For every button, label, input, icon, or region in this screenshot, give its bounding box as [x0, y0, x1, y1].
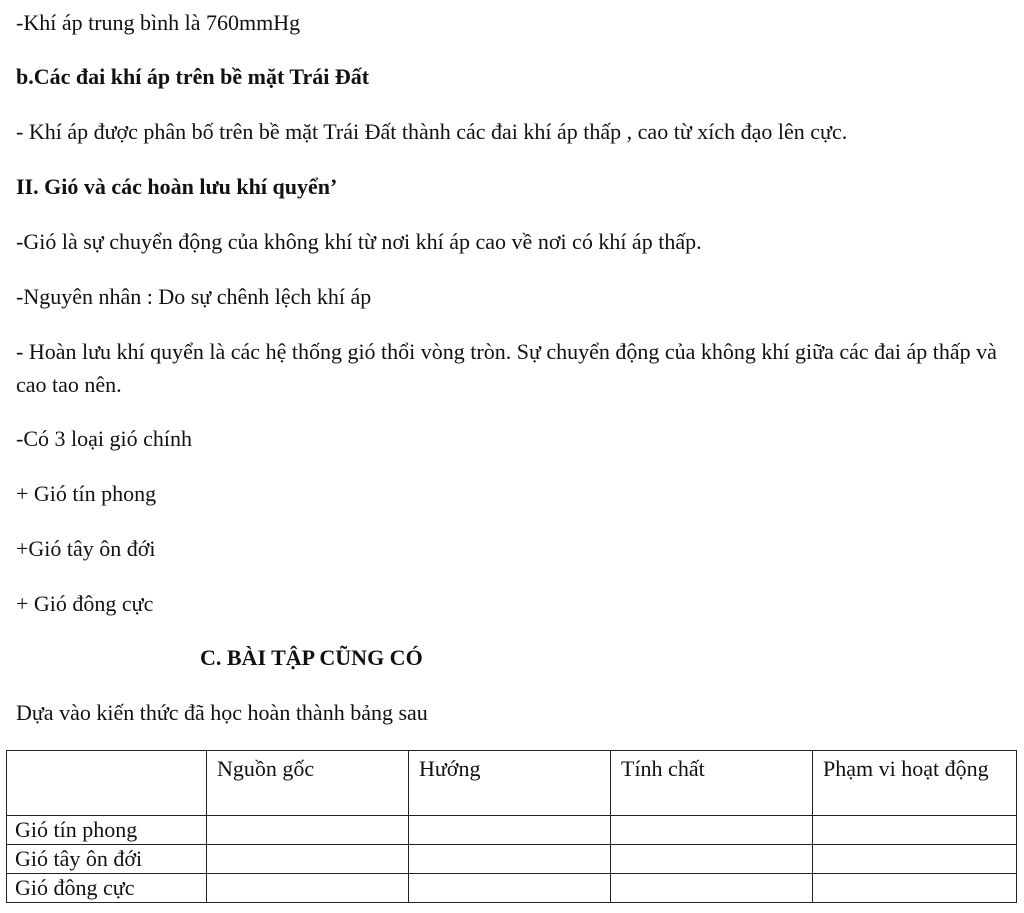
text-line-wind-types: -Có 3 loại gió chính — [16, 426, 192, 451]
table-cell[interactable] — [409, 845, 611, 874]
table-cell[interactable] — [611, 874, 813, 903]
text-line-wind-definition: -Gió là sự chuyển động của không khí từ nơi khí áp cao về nơi có khí áp thấp. — [16, 229, 702, 254]
text-line-pressure-average: -Khí áp trung bình là 760mmHg — [16, 10, 301, 35]
heading-wind-circulation: II. Gió và các hoàn lưu khí quyển’ — [16, 174, 338, 199]
table-cell[interactable] — [813, 845, 1017, 874]
table-header-row — [7, 751, 1017, 816]
text-line-pressure-distribution: - Khí áp được phân bố trên bề mặt Trái Đất thành các đai khí áp thấp , cao từ xích đạo lên cực. — [16, 119, 848, 144]
heading-pressure-belts: b.Các đai khí áp trên bề mặt Trái Đất — [16, 64, 370, 89]
text-paragraph-circulation: - Hoàn lưu khí quyển là các hệ thống gió thổi vòng tròn. Sự chuyển động của không khí giữa các đai áp thấp và cao tao nên. — [16, 339, 997, 397]
table-header-cell: Tính chất — [611, 751, 813, 816]
list-item-trade-wind: + Gió tín phong — [16, 481, 157, 506]
table-cell[interactable] — [409, 816, 611, 845]
table-header-cell: Hướng — [409, 751, 611, 816]
table-cell[interactable] — [409, 874, 611, 903]
table-cell[interactable] — [207, 845, 409, 874]
table-row — [7, 816, 1017, 845]
list-item-westerlies: +Gió tây ôn đới — [16, 536, 156, 561]
table-header-cell: Phạm vi hoạt động — [813, 751, 1017, 816]
table-cell[interactable] — [207, 874, 409, 903]
exercise-table — [6, 750, 1017, 903]
table-header-cell: Nguồn gốc — [207, 751, 409, 816]
table-cell[interactable] — [611, 816, 813, 845]
table-row — [7, 874, 1017, 903]
text-line-cause: -Nguyên nhân : Do sự chênh lệch khí áp — [16, 284, 372, 309]
table-header-cell — [7, 751, 207, 816]
table-row-label: Gió đông cực — [7, 874, 207, 903]
section-title-exercise: C. BÀI TẬP CŨNG CÓ — [200, 645, 423, 670]
table-cell[interactable] — [611, 845, 813, 874]
table-row-label: Gió tây ôn đới — [7, 845, 207, 874]
table-cell[interactable] — [813, 816, 1017, 845]
table-row — [7, 845, 1017, 874]
instruction-text: Dựa vào kiến thức đã học hoàn thành bảng sau — [16, 700, 428, 725]
list-item-polar-easterlies: + Gió đông cực — [16, 591, 154, 616]
table-row-label: Gió tín phong — [7, 816, 207, 845]
table-cell[interactable] — [207, 816, 409, 845]
table-cell[interactable] — [813, 874, 1017, 903]
